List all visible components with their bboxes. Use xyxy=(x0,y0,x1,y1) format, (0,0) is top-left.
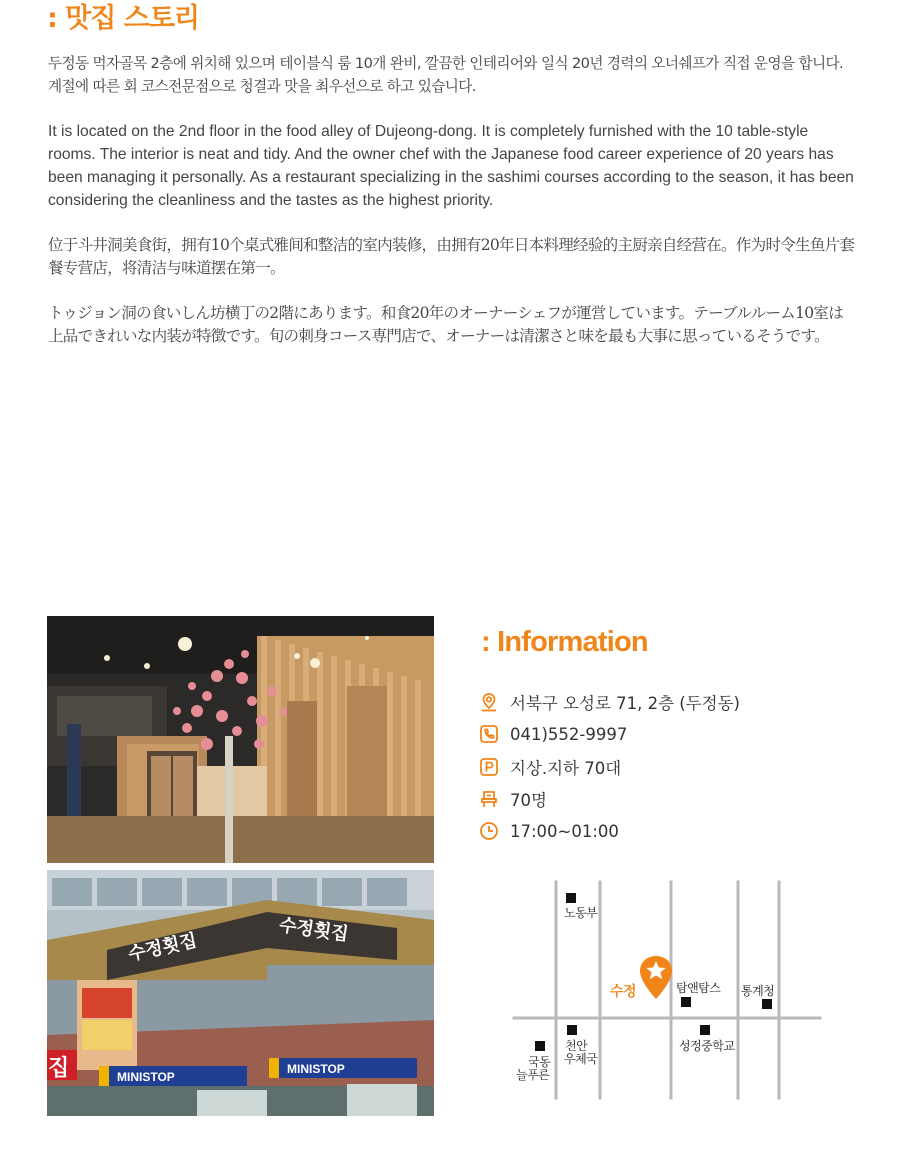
story-japanese: トゥジョン洞の食いしん坊横丁の2階にあります。和食20年のオーナーシェフが運営しています。テーブルルーム10室は上品できれいな内装が特徴です。旬の刺身コース専門店で、オーナーは清潔さと味を最も大事に思っているそうです。 xyxy=(48,304,844,345)
info-phone xyxy=(479,718,740,750)
story-korean: 두정동 먹자골목 2층에 위치해 있으며 테이블식 룸 10개 완비, 깔끔한 인테리어와 일식 20년 경력의 오너쉐프가 직접 운영을 합니다. 계절에 따른 회 코스전문점으로 청결과 맛을 최우선으로 하고 있습니다. xyxy=(48,55,844,95)
map-label-labor: 노동부 xyxy=(564,906,598,920)
clock-icon xyxy=(479,821,499,841)
story-english: It is located on the 2nd floor in the food alley of Dujeong-dong. It is completely furnished with the 10 table-style rooms. The interior is neat and tidy. And the owner chef with the Japanese food career experience of 20 years has been managing it personally. As a restaurant specializing in the sashimi courses according to the season, it has been considering the cleanliness and the tastes as the highest priority. xyxy=(48,123,854,209)
map-label-brand: 수정 xyxy=(610,984,637,1000)
story-section xyxy=(48,52,856,370)
exterior-sign-right: 수정횟집 xyxy=(277,914,350,946)
info-seating-text: 70명 xyxy=(510,791,547,811)
interior-photo xyxy=(47,616,434,863)
map-marker-cheonan xyxy=(567,1025,577,1035)
info-list xyxy=(479,686,740,847)
info-seating xyxy=(479,783,740,815)
info-address-text: 서북구 오성로 71, 2층 (두정동) xyxy=(510,694,740,714)
map-label-gukdong-1: 국동 xyxy=(528,1055,551,1069)
exterior-store-left: MINISTOP xyxy=(117,1070,175,1084)
info-parking xyxy=(479,751,740,783)
map-label-statistics: 통계청 xyxy=(741,984,775,998)
info-parking-text: 지상.지하 70대 xyxy=(510,758,622,778)
map-label-tomandtoms: 탐앤탐스 xyxy=(676,981,721,995)
map-marker-tomandtoms xyxy=(681,997,691,1007)
exterior-red-sign: 집 xyxy=(48,1056,70,1081)
seating-icon xyxy=(479,789,499,809)
exterior-sign-left: 수정횟집 xyxy=(126,930,199,966)
map-label-gukdong-2: 늘푸른 xyxy=(516,1068,550,1082)
exterior-store-right: MINISTOP xyxy=(287,1062,345,1076)
map-marker-gukdong xyxy=(535,1041,545,1051)
story-chinese: 位于斗井洞美食街，拥有10个桌式雅间和整洁的室内装修，由拥有20年日本料理经验的主厨亲自经营在。作为时令生鱼片套餐专营店，将清洁与味道摆在第一。 xyxy=(48,236,855,277)
info-address xyxy=(479,686,740,718)
parking-icon xyxy=(479,757,499,777)
map-label-seongjeong: 성정중학교 xyxy=(679,1039,735,1053)
info-hours xyxy=(479,815,740,847)
map-marker-labor xyxy=(566,893,576,903)
location-map xyxy=(506,878,826,1100)
map-pin-icon xyxy=(640,956,672,999)
location-pin-icon xyxy=(479,692,499,712)
exterior-photo xyxy=(47,870,434,1116)
info-phone-text: 041)552-9997 xyxy=(510,724,628,744)
map-label-cheonan-1: 천안 xyxy=(565,1039,588,1053)
map-label-cheonan-2: 우체국 xyxy=(564,1052,598,1066)
map-marker-statistics xyxy=(762,999,772,1009)
phone-icon xyxy=(479,724,499,744)
info-title: : Information xyxy=(481,626,648,658)
story-title: : 맛집 스토리 xyxy=(47,3,200,34)
info-hours-text: 17:00~01:00 xyxy=(510,821,619,841)
map-marker-seongjeong xyxy=(700,1025,710,1035)
